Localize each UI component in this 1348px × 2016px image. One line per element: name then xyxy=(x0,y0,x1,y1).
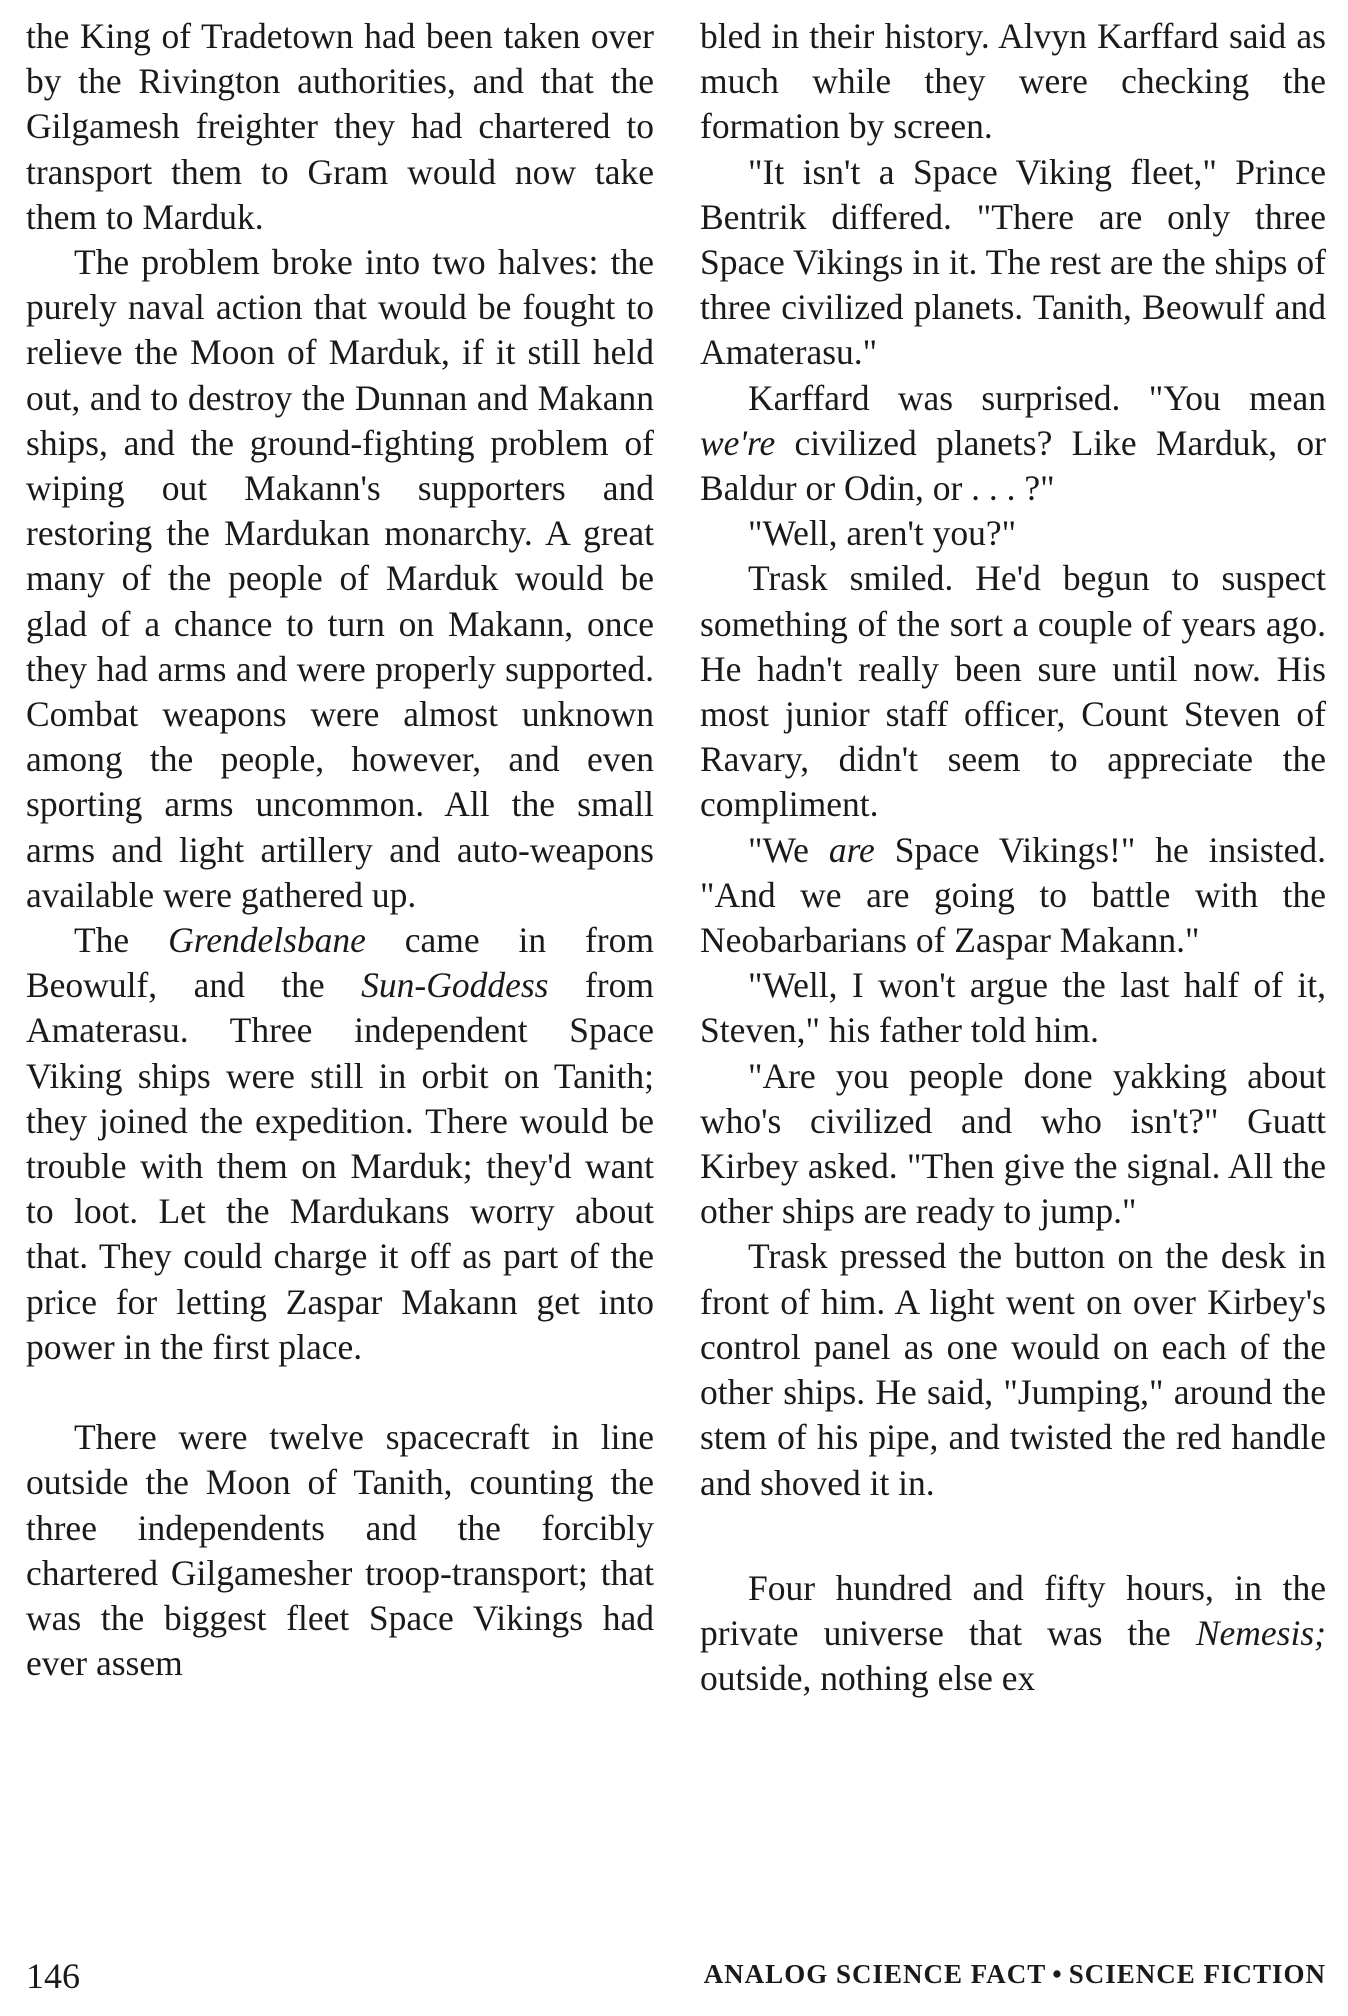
text-run: Four hundred and fifty hours, in the private universe that was the xyxy=(700,1567,1326,1653)
ship-name: Sun-Goddess xyxy=(361,965,549,1006)
paragraph: "Well, aren't you?" xyxy=(748,513,1017,554)
paragraph xyxy=(700,1566,1326,1702)
paragraph xyxy=(700,376,1326,512)
paragraph xyxy=(700,828,1326,964)
text-run: civilized planets? Like Marduk, or Baldur or Odin, or . . . ?" xyxy=(700,422,1326,509)
paragraph: "It isn't a Space Viking fleet," Prince Bentrik differed. "There are only three Space Vikings in it. The rest are the ships of three civilized planets. Tanith, Beowulf and Amaterasu." xyxy=(700,151,1326,373)
left-column xyxy=(26,14,654,1686)
running-head-left: ANALOG SCIENCE FACT xyxy=(703,1959,1047,1989)
emphasis: we're xyxy=(700,422,776,463)
text-run: Karffard was surprised. "You mean xyxy=(748,377,1326,418)
text-run: "We xyxy=(748,829,829,870)
paragraph: bled in their history. Alvyn Karffard said as much while they were checking the formation by screen. xyxy=(700,16,1326,147)
paragraph: "Are you people done yakking about who's civilized and who isn't?" Guatt Kirbey asked. "Then give the signal. All the other ships are ready to jump." xyxy=(700,1055,1326,1232)
text-run: The xyxy=(74,920,169,961)
paragraph: There were twelve spacecraft in line outside the Moon of Tanith, counting the three independents and the forcibly chartered Gilgamesher troop-transport; that was the biggest fleet Space Vikings had ever assem xyxy=(26,1417,654,1684)
ship-name: Nemesis; xyxy=(1195,1612,1326,1653)
running-head xyxy=(704,1959,1326,1990)
paragraph: The problem broke into two halves: the purely naval action that would be fought to relieve the Moon of Marduk, if it still held out, and to destroy the Dunnan and Makann ships, and the ground-fighting problem of wiping out Makann's supporters and restoring the Mardukan monarchy. A great many of the people of Marduk would be glad of a chance to turn on Makann, once they had arms and were properly supported. Combat weapons were almost unknown among the people, however, and even sporting arms uncommon. All the small arms and light artillery and auto-weapons available were gathered up. xyxy=(26,242,654,915)
paragraph: "Well, I won't argue the last half of it, Steven," his father told him. xyxy=(700,965,1326,1051)
paragraph: Trask pressed the button on the desk in front of him. A light went on over Kirbey's control panel as one would on each of the other ships. He said, "Jumping," around the stem of his pipe, and twisted the red handle and shoved it in. xyxy=(700,1236,1326,1503)
page-footer xyxy=(26,1955,1326,2005)
right-column xyxy=(700,14,1326,1701)
text-run: from Amaterasu. Three independent Space Viking ships were still in orbit on Tanith; they joined the expedition. There would be trouble with them on Marduk; they'd want to loot. Let the Mardukans worry about that. They could charge it off as part of the price for letting Zaspar Makann get into power in the first place. xyxy=(26,965,654,1367)
paragraph: Trask smiled. He'd begun to suspect something of the sort a couple of years ago. He hadn't really been sure until now. His most junior staff officer, Count Steven of Ravary, didn't seem to appreciate the compliment. xyxy=(700,558,1326,825)
ship-name: Grendelsbane xyxy=(168,920,366,961)
text-run: came in from Beowulf, and the xyxy=(26,920,654,1006)
emphasis: are xyxy=(828,829,875,870)
text-run: outside, nothing else ex xyxy=(700,1658,1036,1699)
text-run: Space Vikings!" he insisted. "And we are going to battle with the Neobarbarians of Zaspar Makann." xyxy=(700,829,1326,961)
paragraph: the King of Tradetown had been taken over by the Rivington authorities, and that the Gilgamesh freighter they had chartered to transport them to Gram would now take them to Marduk. xyxy=(26,16,654,237)
page-number: 146 xyxy=(26,1956,80,1996)
bullet-icon: • xyxy=(1052,1959,1063,1989)
running-head-right: SCIENCE FICTION xyxy=(1068,1959,1326,1989)
paragraph xyxy=(26,918,654,1370)
